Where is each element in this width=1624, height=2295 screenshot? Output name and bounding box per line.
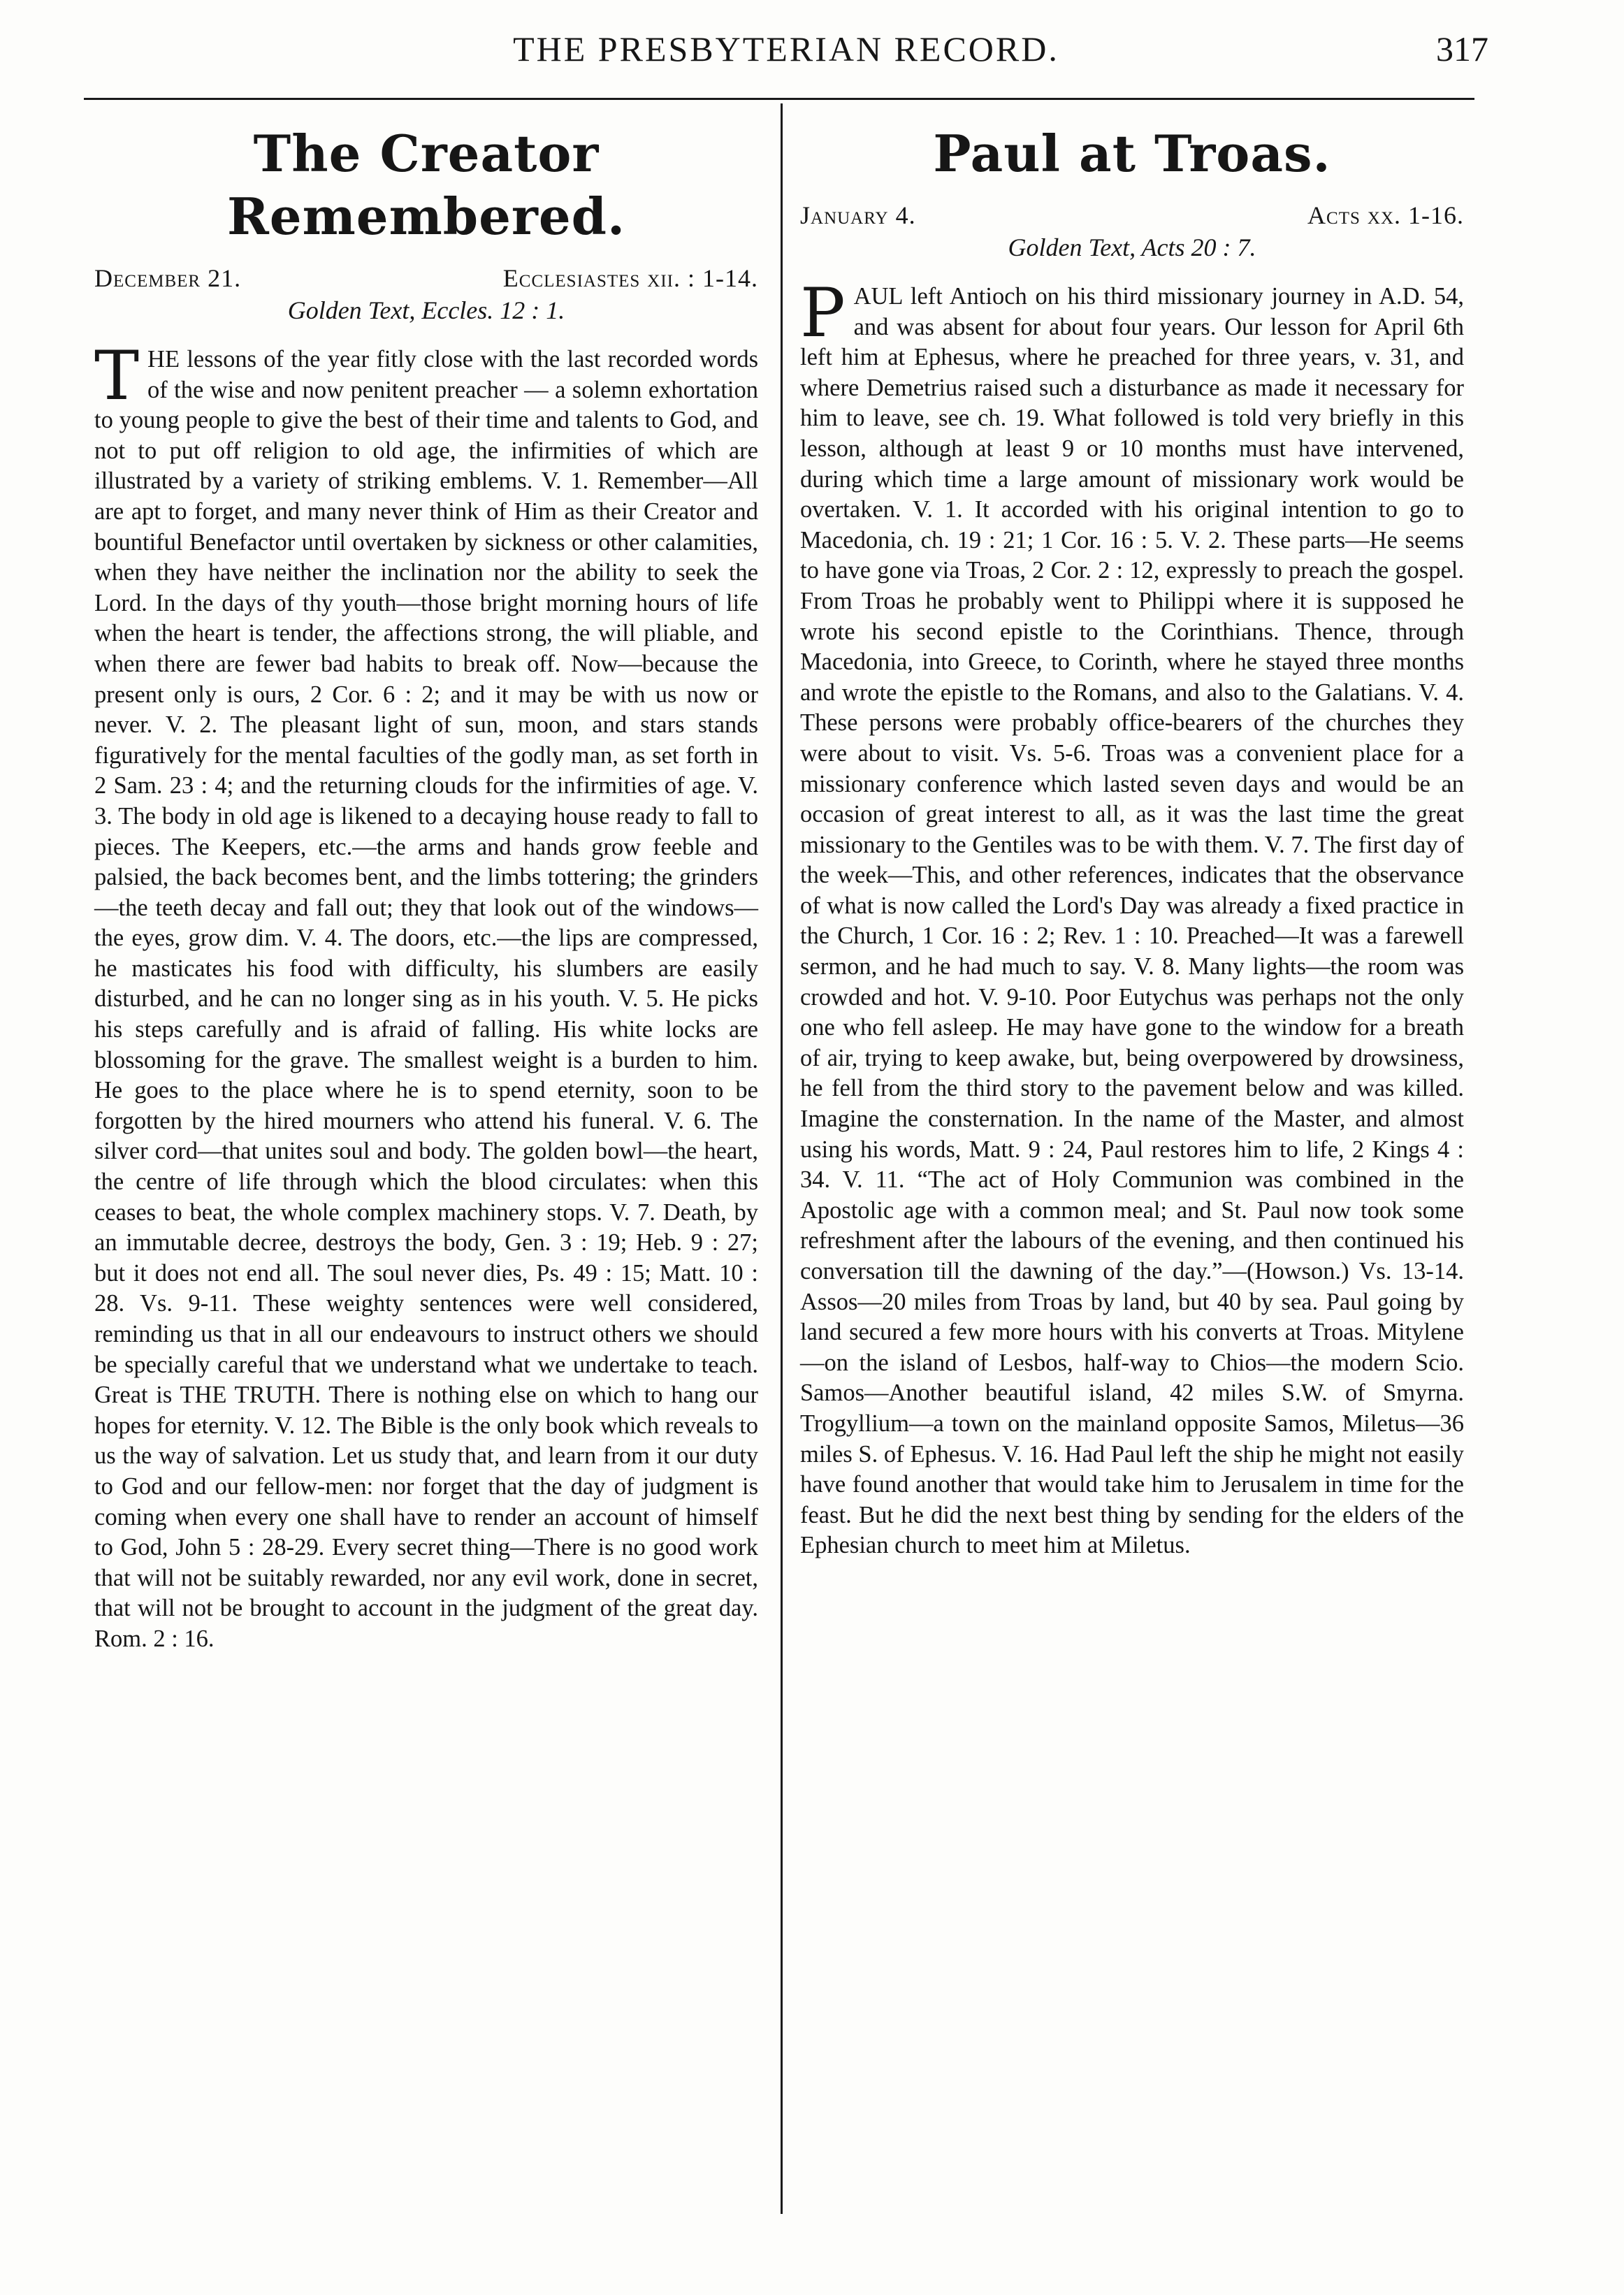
right-lesson-body xyxy=(800,274,1464,1561)
left-lesson-scripture: Ecclesiastes xii. : 1-14. xyxy=(502,264,758,292)
left-body-text: HE lessons of the year fitly close with the last recorded words of the wise and now penitent preacher — a solemn exhortation to young people to give the best of their time and talents to God, and not to put off religion to old age, the infirmities of which are illustrated by a variety of striking emblems. V. 1. Remember—All are apt to forget, and many never think of Him as their Creator and bountiful Benefactor until overtaken by sickness or other calamities, when they have neither the inclination nor the ability to seek the Lord. In the days of thy youth—those bright morning hours of life when the heart is tender, the affections strong, the will pliable, and when there are fewer bad habits to break off. Now—because the present only is ours, 2 Cor. 6 : 2; and it may be with us now or never. V. 2. The pleasant light of sun, moon, and stars stands figuratively for the mental faculties of the godly man, as set forth in 2 Sam. 23 : 4; and the returning clouds for the infirmities of age. V. 3. The body in old age is likened to a decaying house ready to fall to pieces. The Keepers, etc.—the arms and hands grow feeble and palsied, the back becomes bent, and the limbs tottering; the grinders—the teeth decay and fall out; they that look out of the windows—the eyes, grow dim. V. 4. The doors, etc.—the lips are compressed, he masticates his food with difficulty, his slumbers are easily disturbed, and he can no longer sing as in his youth. V. 5. He picks his steps carefully and is afraid of falling. His white locks are blossoming for the grave. The smallest weight is a burden to him. He goes to the place where he is to spend eternity, soon to be forgotten by the hired mourners who attend his funeral. V. 6. The silver cord—that unites soul and body. The golden bowl—the heart, the centre of life through which the blood circulates: when this ceases to beat, the whole complex machinery stops. V. 7. Death, by an immutable decree, destroys the body, Gen. 3 : 19; Heb. 9 : 27; but it does not end all. The soul never dies, Ps. 49 : 15; Matt. 10 : 28. Vs. 9-11. These weighty sentences were well considered, reminding us that in all our endeavours to instruct others we should be specially careful that we understand what we undertake to teach. Great is THE TRUTH. There is nothing else on which to hang our hopes for eternity. V. 12. The Bible is the only book which reveals to us the way of salvation. Let us study that, and learn from it our duty to God and our fellow-men: nor forget that the day of judgment is coming when every one shall have to render an account of himself to God, John 5 : 28-29. Every secret thing—There is no good work that will not be suitably rewarded, nor any evil work, done in secret, that will not be brought to account in the judgment of the great day. Rom. 2 : 16. xyxy=(94,346,758,1652)
running-title: THE PRESBYTERIAN RECORD. xyxy=(513,29,1059,68)
right-lesson xyxy=(800,122,1464,1561)
right-lesson-date: January 4. xyxy=(800,201,916,229)
left-golden-text: Golden Text, Eccles. 12 : 1. xyxy=(287,296,565,324)
left-lesson xyxy=(94,122,758,1655)
right-lesson-title: Paul at Troas. xyxy=(933,124,1331,183)
left-lesson-meta xyxy=(94,262,758,294)
left-lesson-date: December 21. xyxy=(94,264,242,292)
page-header xyxy=(84,28,1488,70)
left-lesson-title: The Creator Remembered. xyxy=(226,124,626,246)
header-rule xyxy=(84,98,1474,100)
right-lesson-meta xyxy=(800,199,1464,231)
left-drop-cap: T xyxy=(94,337,140,415)
right-body-text: AUL left Antioch on his third missionary journey in A.D. 54, and was absent for about four years. Our lesson for April 6th left him at Ephesus, where he preached for three years, v. 31, and where Demetrius raised such a disturbance as made it necessary for him to leave, see ch. 19. What followed is told very briefly in this lesson, although at least 9 or 10 months must have intervened, during which time a large amount of missionary work would be overtaken. V. 1. It accorded with his original intention to go to Macedonia, ch. 19 : 21; 1 Cor. 16 : 5. V. 2. These parts—He seems to have gone via Troas, 2 Cor. 2 : 12, expressly to preach the gospel. From Troas he probably went to Philippi where it is supposed he wrote his second epistle to the Corinthians. Thence, through Macedonia, into Greece, to Corinth, where he stayed three months and wrote the epistle to the Romans, and also to the Galatians. V. 4. These persons were probably office-bearers of the churches they were about to visit. Vs. 5-6. Troas was a convenient place for a missionary conference which lasted seven days and would be an occasion of great interest to all, as it was the last time the great missionary to the Gentiles was to be with them. V. 7. The first day of the week—This, and other references, indicates that the observance of what is now called the Lord's Day was already a fixed practice in the Church, 1 Cor. 16 : 2; Rev. 1 : 10. Preached—It was a farewell sermon, and he had much to say. V. 8. Many lights—the room was crowded and hot. V. 9-10. Poor Eutychus was perhaps not the only one who fell asleep. He may have gone to the window for a breath of air, trying to keep awake, but, being overpowered by drowsiness, he fell from the third story to the pavement below and was killed. Imagine the consternation. In the name of the Master, and almost using his words, Matt. 9 : 24, Paul restores him to life, 2 Kings 4 : 34. V. 11. “The act of Holy Communion was combined in the Apostolic age with a common meal; and St. Paul now took some refreshment after the labours of the evening, and then continued his conversation till the dawning of the day.”—(Howson.) Vs. 13-14. Assos—20 miles from Troas by land, but 40 by sea. Paul going by land secured a few more hours with his converts at Troas. Mitylene—on the island of Lesbos, half-way to Chios—the modern Scio. Samos—Another beautiful island, 42 miles S.W. of Smyrna. Trogyllium—a town on the mainland opposite Samos, Miletus—36 miles S. of Ephesus. V. 16. Had Paul left the ship he might not easily have found another that would take him to Jerusalem in time for the feast. But he did the next best thing by sending for the elders of the Ephesian church to meet him at Miletus. xyxy=(800,283,1464,1559)
page-number: 317 xyxy=(1436,29,1488,68)
left-lesson-body xyxy=(94,337,758,1655)
right-golden-text: Golden Text, Acts 20 : 7. xyxy=(1008,233,1256,261)
column-divider xyxy=(781,103,783,2214)
right-lesson-scripture: Acts xx. 1-16. xyxy=(1307,201,1464,229)
right-drop-cap: P xyxy=(800,274,846,352)
